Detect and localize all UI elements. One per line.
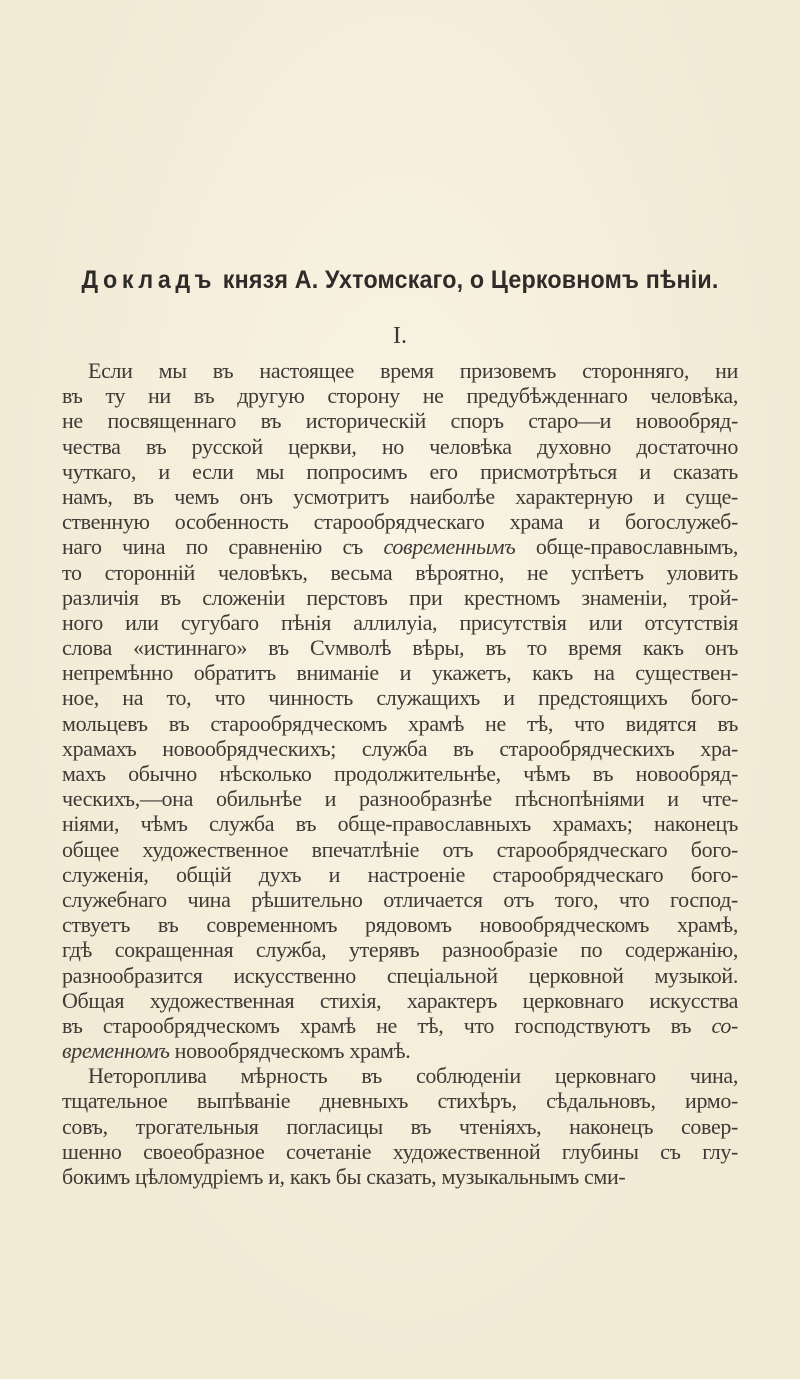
text-line: ственную особенность старообрядческаго храма и богослужеб-	[62, 509, 738, 535]
text-line: бокимъ цѣломудріемъ и, какъ бы сказать, музыкальнымъ сми-	[62, 1164, 626, 1189]
text-line: ного или сугубаго пѣнія аллилуіа, присутствія или отсутствія	[62, 609, 738, 635]
text-line: слова «истиннаго» въ Сvмволѣ вѣры, въ то время какъ онъ	[62, 635, 738, 661]
text-line: чества въ русской церкви, но человѣка духовно достаточно	[62, 433, 738, 459]
text-line-segment: въ старообрядческомъ храмѣ не тѣ, что господствуютъ въ	[62, 1012, 712, 1038]
text-line: непремѣнно обратитъ вниманіе и укажетъ, какъ на существен-	[62, 660, 738, 686]
italic-word: со-	[711, 1012, 738, 1038]
page-title-rest: князя А. Ухтомскаго, о Церковномъ пѣніи.	[222, 266, 719, 294]
section-number: I.	[393, 323, 407, 349]
text-line	[62, 534, 738, 559]
text-line: гдѣ сокращенная служба, утерявъ разнообразіе по содержанію,	[62, 937, 738, 963]
text-line: ное, на то, что чинность служащихъ и предстоящихъ бого-	[62, 685, 738, 711]
text-line: шенно своеобразное сочетаніе художественной глубины съ глу-	[62, 1138, 738, 1164]
page-title	[28, 266, 772, 295]
text-line: Если мы въ настоящее время призовемъ сторонняго, ни	[88, 358, 738, 383]
italic-word: современнымъ	[383, 534, 516, 560]
text-line: служебнаго чина рѣшительно отличается отъ того, что господ-	[62, 886, 738, 912]
text-line: ствуетъ въ современномъ рядовомъ новообрядческомъ храмѣ,	[62, 912, 738, 938]
text-line: чуткаго, и если мы попросимъ его присмотрѣться и сказать	[62, 458, 738, 484]
text-line: общее художественное впечатлѣніе отъ старообрядческаго бого-	[62, 836, 738, 862]
text-line: храмахъ новообрядческихъ; служба въ старообрядческихъ хра-	[62, 735, 738, 761]
text-line: совъ, трогательныя погласицы въ чтеніяхъ, наконецъ совер-	[62, 1113, 738, 1139]
text-line-segment: наго чина по сравненію съ	[62, 534, 384, 560]
text-line: въ ту ни въ другую сторону не предубѣжденнаго человѣка,	[62, 383, 738, 409]
text-line: различія въ сложеніи перстовъ при крестномъ знаменіи, трой-	[62, 584, 738, 610]
text-line: ніями, чѣмъ служба въ обще-православныхъ храмахъ; наконецъ	[62, 811, 738, 837]
text-line-segment: новообрядческомъ храмѣ.	[169, 1038, 411, 1064]
body-text	[62, 358, 738, 1189]
text-line: Нетороплива мѣрность въ соблюденіи церковнаго чина,	[88, 1063, 738, 1089]
text-line: мольцевъ въ старообрядческомъ храмѣ не тѣ, что видятся въ	[62, 710, 738, 736]
text-line: махъ обычно нѣсколько продолжительнѣе, чѣмъ въ новообряд-	[62, 761, 738, 786]
text-line	[62, 1013, 738, 1038]
text-line: разнообразится искусственно спеціальной церковной музыкой.	[62, 962, 738, 988]
text-line: то сторонній человѣкъ, весьма вѣроятно, не успѣетъ уловить	[62, 559, 738, 585]
text-line: намъ, въ чемъ онъ усмотритъ наиболѣе характерную и суще-	[62, 483, 738, 509]
text-line: не посвященнаго въ историческій споръ старо—и новообряд-	[62, 408, 738, 434]
text-line: Общая художественная стихія, характеръ церковнаго искусства	[62, 987, 738, 1013]
text-line: тщательное выпѣваніе дневныхъ стихѣръ, сѣдальновъ, ирмо-	[62, 1088, 738, 1114]
page-title-word-report: Докладъ	[81, 266, 217, 294]
text-line	[62, 1038, 738, 1063]
text-line: ческихъ,—она обильнѣе и разнообразнѣе пѣснопѣніями и чте-	[62, 786, 738, 812]
text-line: служенія, общій духъ и настроеніе старообрядческаго бого-	[62, 861, 738, 887]
italic-word: временномъ	[62, 1038, 170, 1064]
text-line-segment: обще-православнымъ,	[515, 534, 738, 560]
